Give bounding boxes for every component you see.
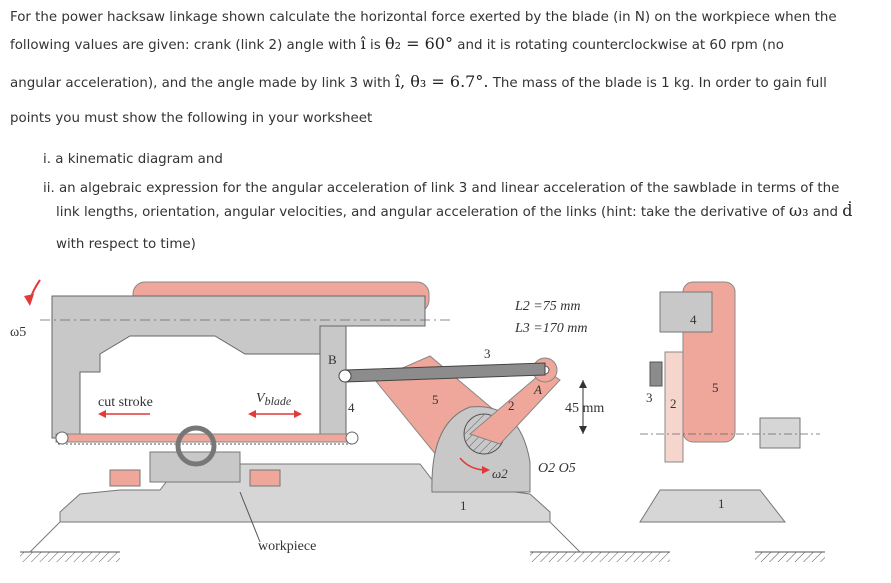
L2-label: L2 =75 mm: [515, 299, 581, 314]
line2-text-b: is: [370, 38, 381, 53]
theta3-value: î, θ₃ = 6.7°.: [395, 72, 489, 91]
link-3-label: 3: [484, 346, 491, 361]
side-base: [640, 490, 785, 522]
omega2-label: ω2: [492, 466, 508, 481]
list-item-2-line-3: with respect to time): [56, 237, 196, 252]
link-5-label: 5: [432, 392, 439, 407]
line3-text-b: The mass of the blade is 1 kg. In order to gain full: [492, 76, 827, 91]
problem-line-3: [10, 72, 827, 94]
dim-45mm-label: 45 mm: [565, 401, 605, 416]
link-1-label: 1: [460, 498, 467, 513]
side-label-4: 4: [690, 312, 697, 327]
O2-O5-label: O2 O5: [538, 461, 576, 476]
side-label-5: 5: [712, 380, 719, 395]
side-label-2: 2: [670, 396, 677, 411]
d-dot-symbol: ḋ: [842, 201, 853, 220]
problem-line-4: points you must show the following in your worksheet: [10, 111, 373, 126]
problem-line-2: [10, 34, 784, 56]
omega5-label: ω5: [10, 325, 27, 340]
v-blade-label: Vblade: [256, 391, 292, 408]
side-label-1: 1: [718, 496, 725, 511]
problem-line-1: For the power hacksaw linkage shown calculate the horizontal force exerted by the blade (in N) on the workpiece when the: [10, 10, 837, 25]
workpiece-label: workpiece: [258, 539, 317, 554]
list-item-2: ii. an algebraic expression for the angular acceleration of link 3 and linear acceleration of the sawblade in terms of the: [43, 181, 840, 196]
list-item-2-line-2: [56, 201, 852, 223]
side-link-4: [660, 292, 712, 332]
link-2-label: 2: [508, 398, 515, 413]
list-item-1: i. a kinematic diagram and: [43, 152, 223, 167]
frame-upright: [320, 326, 346, 442]
L3-label: L3 =170 mm: [515, 321, 588, 336]
item2-line2-text: link lengths, orientation, angular velocities, and angular acceleration of the links (hint: take the derivative of: [56, 205, 785, 220]
link-4-label: 4: [348, 400, 355, 415]
saw-blade: [56, 434, 356, 442]
side-label-3: 3: [646, 390, 653, 405]
vise: [150, 452, 240, 482]
saw-frame: [52, 296, 425, 438]
point-B-label: B: [328, 352, 337, 367]
side-link-3: [650, 362, 662, 386]
theta2-value: θ₂ = 60°: [385, 34, 453, 53]
point-A-label: A: [534, 382, 542, 397]
omega3-symbol: ω₃: [789, 201, 809, 220]
line2-text-c: and it is rotating counterclockwise at 60 rpm (no: [457, 38, 784, 53]
unit-vector-i: î: [360, 34, 366, 53]
item2-and-text: and: [812, 205, 838, 220]
line2-text-a: following values are given: crank (link 2) angle with: [10, 38, 357, 53]
line3-text-a: angular acceleration), and the angle made by link 3 with: [10, 76, 391, 91]
hacksaw-linkage-figure: [0, 262, 891, 583]
cut-stroke-label: cut stroke: [98, 395, 153, 410]
